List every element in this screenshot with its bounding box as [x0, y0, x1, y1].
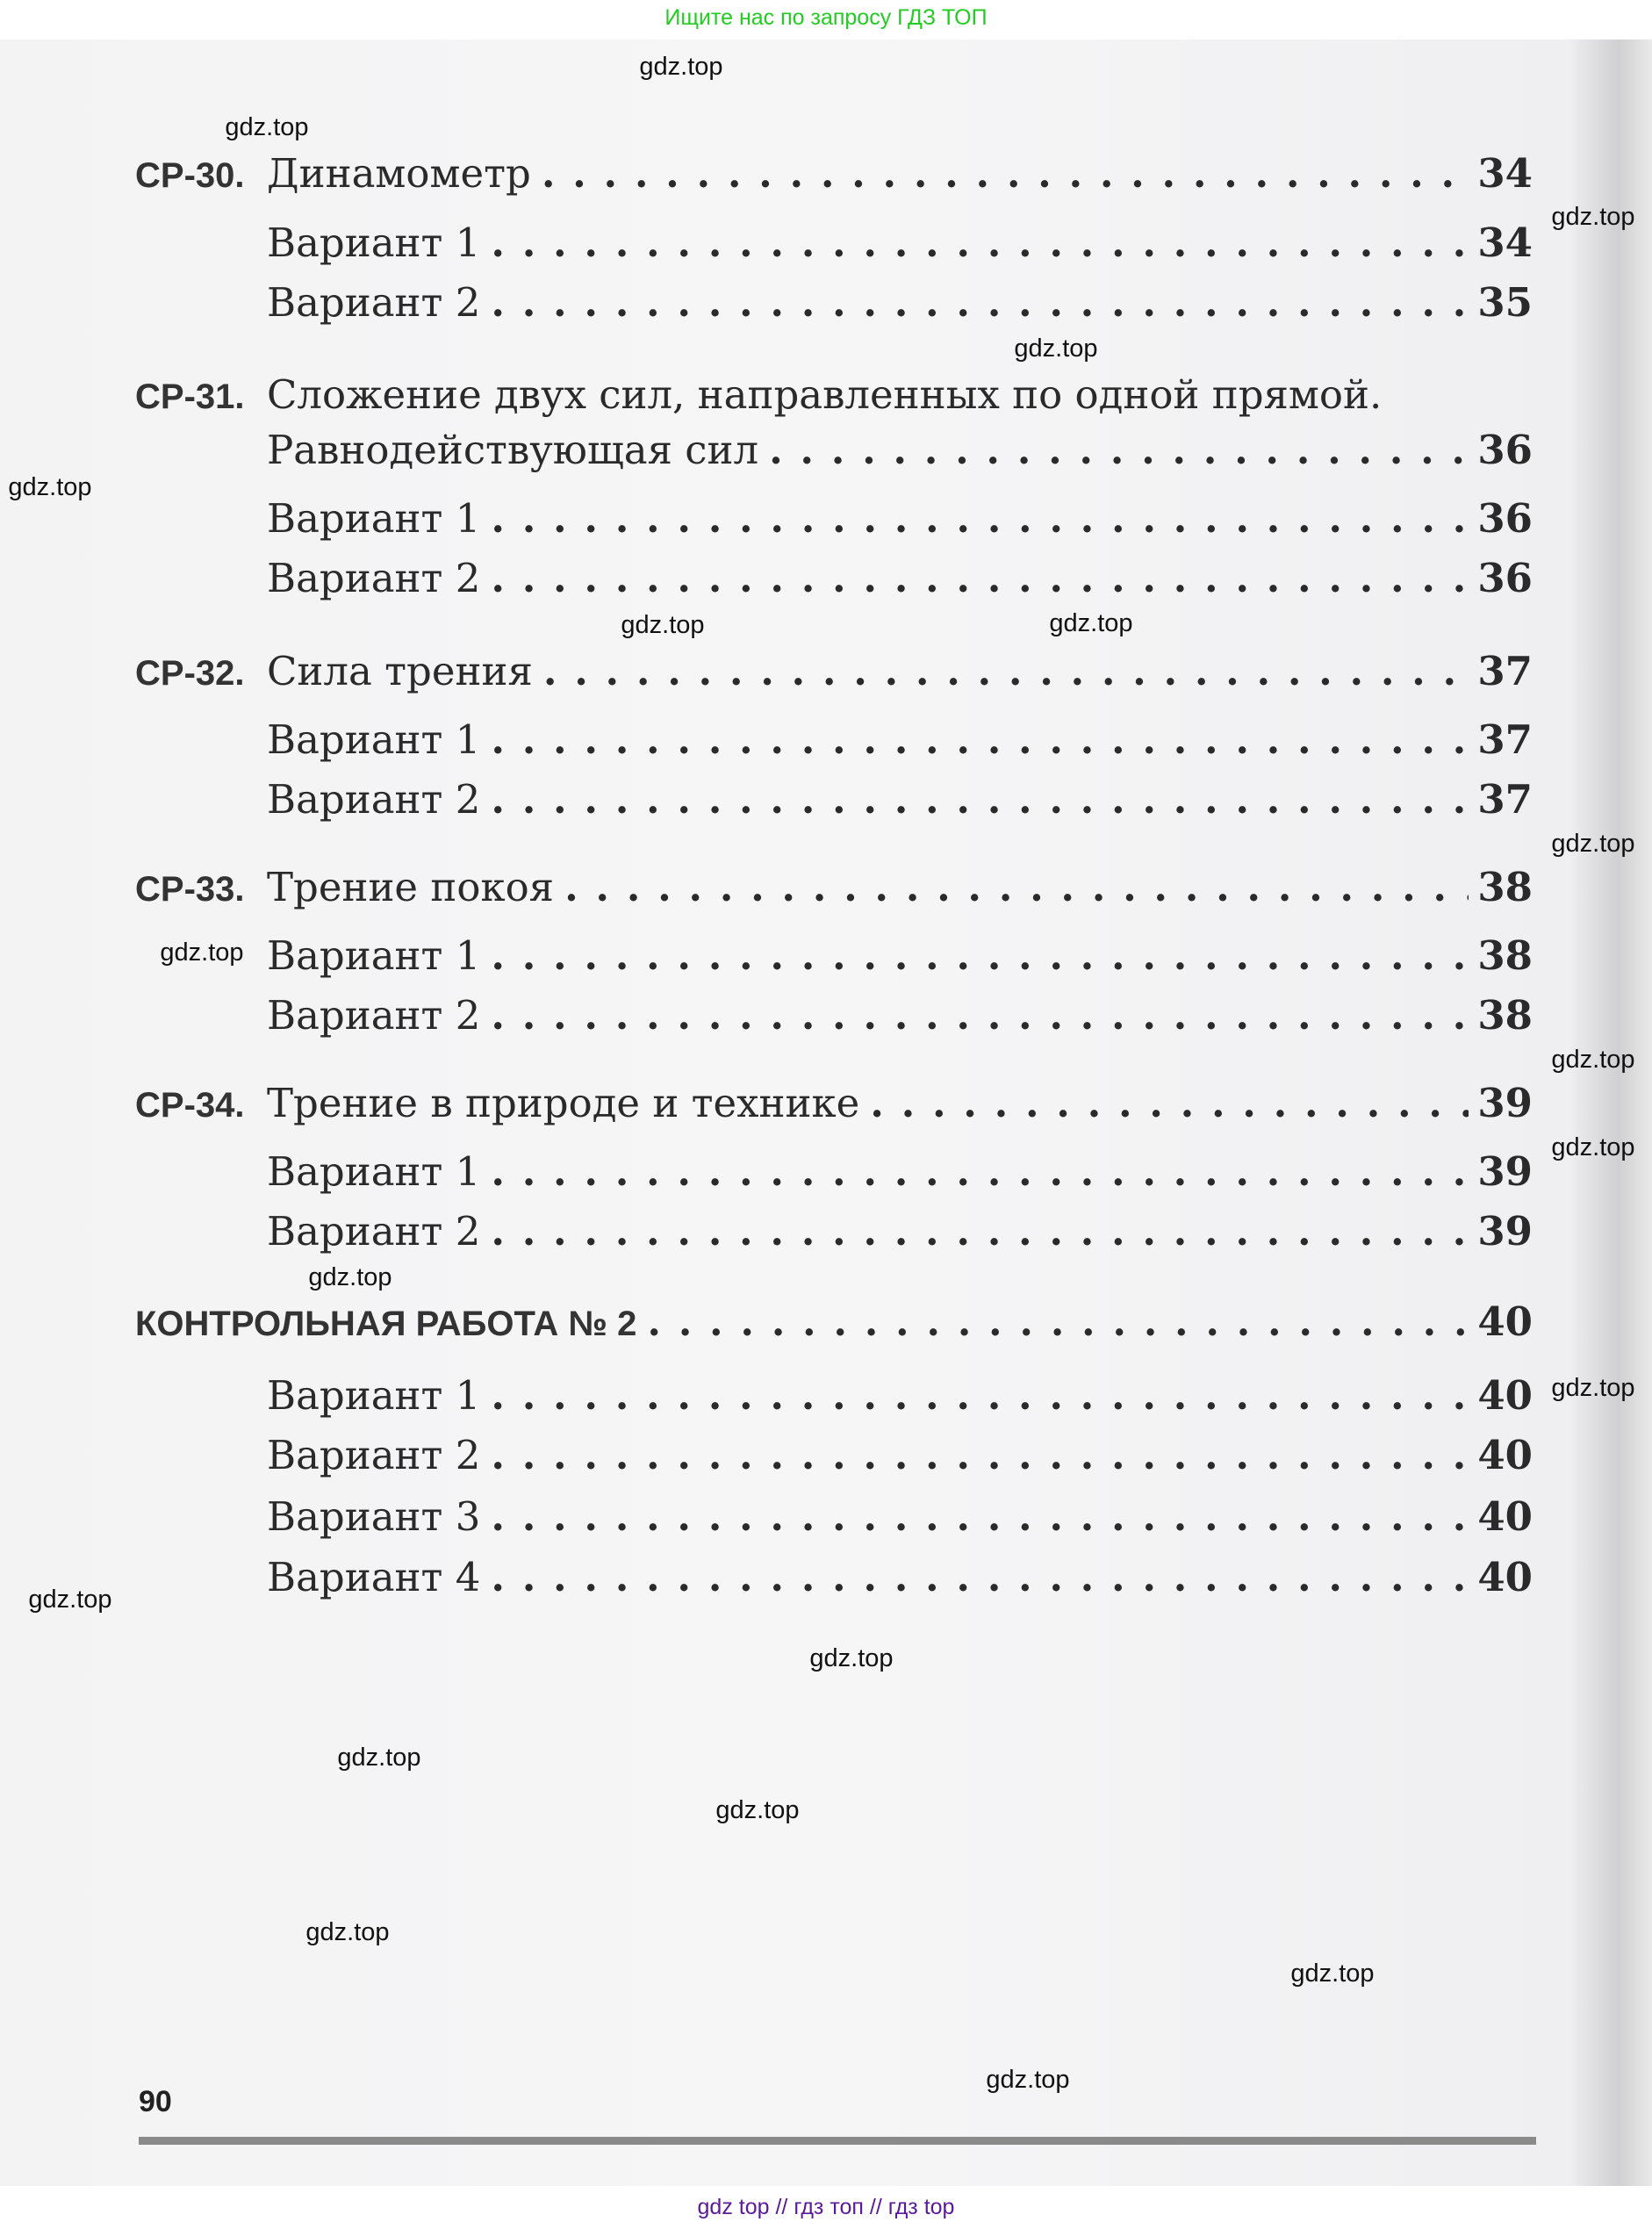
watermark-text: gdz.top	[1551, 1133, 1635, 1161]
toc-title: Динамометр	[267, 151, 531, 197]
toc-title: Сложение двух сил, направленных по одной прямой.	[267, 372, 1383, 418]
watermark-text: gdz.top	[1551, 1374, 1635, 1402]
toc-title: Вариант 2	[267, 1209, 481, 1255]
dot-leader	[870, 1081, 1469, 1126]
watermark-text: gdz.top	[28, 1585, 112, 1614]
watermark-text: gdz.top	[225, 113, 309, 141]
toc-title: Вариант 2	[267, 1433, 481, 1478]
toc-title: Вариант 1	[267, 1373, 481, 1419]
dot-leader	[491, 1494, 1469, 1540]
toc-page: 37	[1477, 777, 1533, 823]
toc-code: СР-30.	[135, 156, 245, 195]
dot-leader	[543, 649, 1469, 694]
toc-entry	[135, 1081, 1533, 1126]
toc-entry	[135, 1555, 1533, 1600]
toc-entry	[135, 151, 1533, 197]
toc-page: 40	[1477, 1373, 1533, 1419]
toc-entry	[135, 1209, 1533, 1255]
toc-code: СР-33.	[135, 870, 245, 909]
toc-title: КОНТРОЛЬНАЯ РАБОТА № 2	[135, 1305, 637, 1343]
toc-entry	[135, 993, 1533, 1039]
watermark-text: gdz.top	[305, 1918, 390, 1946]
toc-page: 40	[1477, 1555, 1533, 1600]
toc-page: 37	[1477, 717, 1533, 763]
toc-page: 38	[1477, 865, 1533, 910]
top-banner-text: Ищите нас по запросу ГДЗ ТОП	[664, 5, 988, 30]
toc-entry	[135, 428, 1533, 473]
toc-title: Вариант 1	[267, 933, 481, 979]
dot-leader	[491, 496, 1469, 542]
toc-page: 36	[1477, 428, 1533, 473]
toc-page: 39	[1477, 1209, 1533, 1255]
dot-leader	[491, 933, 1469, 979]
watermark-text: gdz.top	[160, 938, 244, 967]
watermark-text: gdz.top	[337, 1744, 421, 1772]
toc-title: Вариант 2	[267, 993, 481, 1039]
toc-entry	[135, 1299, 1533, 1345]
toc-page: 40	[1477, 1433, 1533, 1478]
watermark-text: gdz.top	[1049, 609, 1133, 637]
toc-entry	[135, 717, 1533, 763]
toc-page: 35	[1477, 280, 1533, 326]
dot-leader	[491, 280, 1469, 326]
toc-page: 39	[1477, 1149, 1533, 1195]
toc-page: 34	[1477, 220, 1533, 266]
toc-page: 38	[1477, 933, 1533, 979]
toc-entry	[135, 1149, 1533, 1195]
toc-title: Вариант 3	[267, 1494, 481, 1540]
toc-title: Вариант 1	[267, 1149, 481, 1195]
watermark-text: gdz.top	[715, 1796, 800, 1824]
dot-leader	[491, 1555, 1469, 1600]
toc-code: СР-34.	[135, 1086, 245, 1125]
toc-title: Вариант 1	[267, 496, 481, 542]
toc-page: 38	[1477, 993, 1533, 1039]
dot-leader	[564, 865, 1469, 910]
bottom-banner-text: gdz top // гдз топ // гдз top	[697, 2195, 955, 2219]
toc-title: Трение покоя	[267, 865, 555, 910]
toc-page: 39	[1477, 1081, 1533, 1126]
toc-page: 36	[1477, 496, 1533, 542]
toc-title: Вариант 2	[267, 777, 481, 823]
toc-title: Сила трения	[267, 649, 533, 694]
watermark-text: gdz.top	[1290, 1959, 1375, 1988]
toc-entry	[135, 1494, 1533, 1540]
toc-title: Трение в природе и технике	[267, 1081, 860, 1126]
toc-entry	[135, 220, 1533, 266]
dot-leader	[491, 1209, 1469, 1255]
toc-title: Вариант 1	[267, 717, 481, 763]
watermark-text: gdz.top	[8, 473, 92, 501]
toc-entry	[135, 649, 1533, 694]
dot-leader	[769, 428, 1469, 473]
toc-entry	[135, 372, 1533, 418]
dot-leader	[491, 777, 1469, 823]
watermark-text: gdz.top	[1551, 1046, 1635, 1074]
toc-page: 40	[1477, 1299, 1533, 1345]
dot-leader	[491, 1433, 1469, 1478]
toc-entry	[135, 280, 1533, 326]
dot-leader	[542, 151, 1469, 197]
toc-page: 36	[1477, 556, 1533, 601]
watermark-text: gdz.top	[1551, 203, 1635, 231]
toc-entry	[135, 1373, 1533, 1419]
toc-code: СР-32.	[135, 654, 245, 693]
dot-leader	[491, 1149, 1469, 1195]
watermark-text: gdz.top	[639, 53, 723, 81]
page-number: 90	[139, 2085, 172, 2118]
toc-entry	[135, 1433, 1533, 1478]
toc-entry	[135, 777, 1533, 823]
toc-entry	[135, 933, 1533, 979]
toc-code: СР-31.	[135, 377, 245, 416]
toc-title: Вариант 4	[267, 1555, 481, 1600]
toc-page: 37	[1477, 649, 1533, 694]
watermark-text: gdz.top	[621, 611, 705, 639]
watermark-text: gdz.top	[308, 1263, 392, 1291]
toc-entry	[135, 865, 1533, 910]
toc-title: Вариант 2	[267, 556, 481, 601]
dot-leader	[491, 717, 1469, 763]
bottom-banner	[0, 2186, 1652, 2229]
dot-leader	[491, 1373, 1469, 1419]
watermark-text: gdz.top	[1014, 334, 1098, 363]
toc-entry	[135, 556, 1533, 601]
dot-leader	[491, 220, 1469, 266]
dot-leader	[491, 993, 1469, 1039]
toc-page: 34	[1477, 151, 1533, 197]
dot-leader	[491, 556, 1469, 601]
toc-entry	[135, 496, 1533, 542]
watermark-text: gdz.top	[809, 1644, 894, 1672]
footer-rule	[139, 2137, 1536, 2145]
watermark-text: gdz.top	[1551, 830, 1635, 858]
toc-title: Вариант 1	[267, 220, 481, 266]
dot-leader	[647, 1299, 1469, 1345]
toc-title: Равнодействующая сил	[267, 428, 759, 473]
top-banner	[0, 0, 1652, 40]
toc-page: 40	[1477, 1494, 1533, 1540]
watermark-text: gdz.top	[986, 2066, 1070, 2094]
toc-title: Вариант 2	[267, 280, 481, 326]
